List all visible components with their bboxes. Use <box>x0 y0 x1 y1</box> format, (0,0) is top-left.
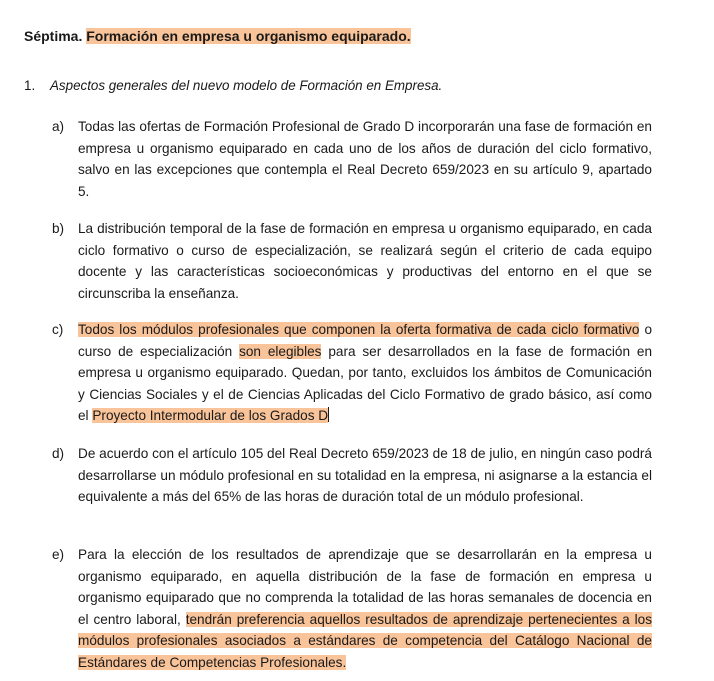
item-letter: d) <box>52 446 65 461</box>
item-letter: e) <box>52 547 65 562</box>
item-text-part: o curso de especialización <box>78 322 653 359</box>
item-text: Todas las ofertas de Formación Profesional de Grado D incorporarán una fase de formación en empresa u organismo equiparado en cada uno de los años de duración del ciclo formativo, salvo en las excepciones que contempla el Real Decreto 659/2023 en su artículo 9, apartado 5. <box>78 119 652 199</box>
item-text-part: Para la elección de los resultados de aprendizaje que se desarrollarán en la empresa u organismo equiparado, en aquella distribución de la fase de formación en empresa u organismo equiparado que no comprenda la totalidad de las horas semanales de docencia en el centro laboral, <box>78 547 652 627</box>
highlight-elegibles: son elegibles <box>239 343 322 359</box>
item-letter: c) <box>52 322 64 337</box>
highlight-modules: Todos los módulos profesionales que componen la oferta formativa de cada ciclo formativo <box>78 322 640 337</box>
subsection-number: 1. <box>24 78 36 93</box>
heading-title: Formación en empresa u organismo equiparado. <box>86 28 411 44</box>
heading-prefix: Séptima. <box>24 28 83 44</box>
highlight-proyecto: Proyecto Intermodular de los Grados D <box>92 408 329 423</box>
item-text: De acuerdo con el artículo 105 del Real Decreto 659/2023 de 18 de julio, en ningún caso podrá desarrollarse un módulo profesional en su totalidad en la empresa, ni asignarse a la estancia el equivalente a más del 65% de las horas de duración total de un módulo profesional. <box>78 446 652 504</box>
list-item-d <box>52 443 652 508</box>
item-letter: a) <box>52 119 65 134</box>
subsection-title: Aspectos generales del nuevo modelo de Formación en Empresa. <box>50 78 443 93</box>
item-letter: b) <box>52 221 65 236</box>
list-item-a <box>52 116 652 202</box>
item-text-part: para ser desarrollados en la fase de formación en empresa u organismo equiparado. Quedan, por tanto, excluidos los ámbitos de Comunicación y Ciencias Sociales y el de Ciencias Aplicadas del Ciclo Formativo de grado básico, así como el <box>78 343 653 423</box>
text-cursor <box>328 407 329 422</box>
list-item-b <box>52 218 652 304</box>
section-heading <box>24 26 411 46</box>
item-text <box>78 319 652 427</box>
item-text: La distribución temporal de la fase de formación en empresa u organismo equiparado, en cada ciclo formativo o curso de especialización, se realizará según el criterio de cada equipo docente y las características socioeconómicas y productivas del entorno en el que se circunscriba la enseñanza. <box>78 221 652 301</box>
list-item-e <box>52 544 652 673</box>
highlight-preferencia: tendrán preferencia aquellos resultados de aprendizaje pertenecientes a los módulos profesionales asociados a estándares de competencia del Catálogo Nacional de Estándares de Competencias Profesionales. <box>78 611 653 670</box>
item-text <box>78 544 652 673</box>
list-item-c <box>52 319 652 427</box>
subsection-heading <box>24 76 442 96</box>
